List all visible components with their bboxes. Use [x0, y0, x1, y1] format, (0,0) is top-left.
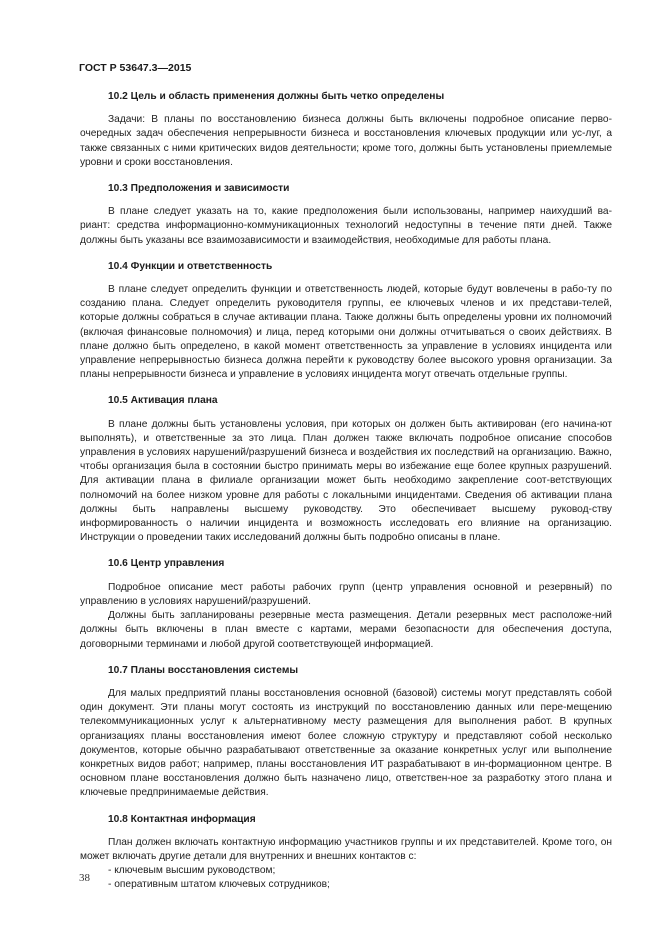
spacer — [80, 572, 612, 581]
list-item: - оперативным штатом ключевых сотрудников; — [108, 879, 330, 891]
section-heading-10-3: 10.3 Предположения и зависимости — [108, 183, 290, 195]
spacer — [80, 104, 612, 113]
section-heading-10-8: 10.8 Контактная информация — [108, 813, 256, 825]
spacer — [80, 196, 612, 205]
spacer — [80, 409, 612, 418]
spacer — [80, 652, 612, 664]
section-10-6-paragraph-2: Должны быть запланированы резервные места размещения. Детали резервных мест расположе-ний должны быть включены в план вместе с картами, мерами безопасности для обеспечения доступа, договорными терминами и любой другой соответствующей информацией. — [80, 610, 612, 650]
spacer — [80, 545, 612, 557]
section-heading-10-5: 10.5 Активация плана — [108, 395, 218, 407]
section-10-4-paragraph: В плане следует определить функции и ответственность людей, которые будут вовлечены в рабо-ту по созданию плана. Следует определить руководителя группы, ее ключевых членов и их представи-телей, которые должны собраться в случае активации плана. Также должны быть определены уровни их полномочий (включая финансовые полномочия) и лица, перед которыми они должны отчитываться о своих действиях. В плане должно быть определено, в какой момент ответственность за управление в условиях инцидента или управление непрерывностью бизнеса должна перейти к руководству более высокого уровня организации. За планы непрерывности бизнеса и управление в условиях инцидента могут отвечать отдельные группы. — [80, 284, 612, 381]
section-10-6-paragraph-1: Подробное описание мест работы рабочих групп (центр управления основной и резервный) по управлению в условиях нарушений/разрушений. — [80, 581, 612, 607]
section-10-7-paragraph: Для малых предприятий планы восстановления основной (базовой) системы могут представлять собой один документ. Эти планы могут состоять из инструкций по восстановлению данных или пере-мещению телекоммуникационных услуг к альтернативному месту размещения для выполнения работ. В крупных организациях планы восстановления имеют более сложную структуру и представляют собой несколько документов, которые обычно разрабатывают ответственные за оказание конкретных услуг или выполнение конкретных видов работ; например, планы восстановления ИТ разрабатывают в ин-формационном центре. В основном плане восстановления должно быть назначено лицо, ответствен-ное за разработку этого плана и ключевые предпринимаемые действия. — [80, 687, 612, 799]
list-item: - ключевым высшим руководством; — [108, 865, 276, 877]
spacer — [80, 827, 612, 836]
section-10-5-paragraph: В плане должны быть установлены условия, при которых он должен быть активирован (его начина-ют выполнять), и ответственные за это лица. План должен также включать подробное описание способов управления в условиях нарушений/разрушений бизнеса и воздействия их последствий на организацию. Важно, чтобы организация была в состоянии быстро принимать меры во избежание еще более крупных разрушений. Для активации плана в филиале организации может быть необходимо закрепление соот-ветствующих полномочий на более низком уровне для работы с локальными инцидентами. Сведения об активации плана должны быть направлены высшему руководству. Это обеспечивает высшему руковод-ству информированность о наличии инцидента и возможность исследовать его влияние на организацию. Инструкции о проведении таких исследований должны быть подробно описаны в плане. — [80, 418, 612, 544]
section-10-2-paragraph: Задачи: В планы по восстановлению бизнеса должны быть включены подробное описание перво-очередных задач обеспечения непрерывности бизнеса и восстановления ключевых продукции или ус-луг, а также связанных с ними критических видов деятельности; кроме того, должны быть установлены приемлемые уровни и сроки восстановления. — [80, 114, 612, 168]
spacer — [80, 382, 612, 394]
spacer — [80, 170, 612, 182]
section-10-8-paragraph: План должен включать контактную информацию участников группы и их представителей. Кроме того, он может включать другие детали для внутренних и внешних контактов с: — [80, 836, 612, 862]
page-number: 38 — [79, 872, 90, 884]
spacer — [80, 248, 612, 260]
section-heading-10-2: 10.2 Цель и область применения должны быть четко определены — [108, 91, 445, 102]
spacer — [80, 801, 612, 813]
document-body — [80, 90, 612, 893]
section-heading-10-4: 10.4 Функции и ответственность — [108, 260, 273, 272]
section-heading-10-6: 10.6 Центр управления — [108, 558, 225, 570]
section-heading-10-7: 10.7 Планы восстановления системы — [108, 664, 299, 676]
section-10-3-paragraph: В плане следует указать на то, какие предположения были использованы, например наихудший ва-риант: средства информационно-коммуникационных технологий недоступны в течение пяти дней. Также должны быть указаны все взаимозависимости и взаимодействия, необходимые для работы плана. — [80, 206, 612, 246]
document-code-header: ГОСТ Р 53647.3—2015 — [79, 62, 192, 74]
spacer — [80, 678, 612, 687]
spacer — [80, 274, 612, 283]
